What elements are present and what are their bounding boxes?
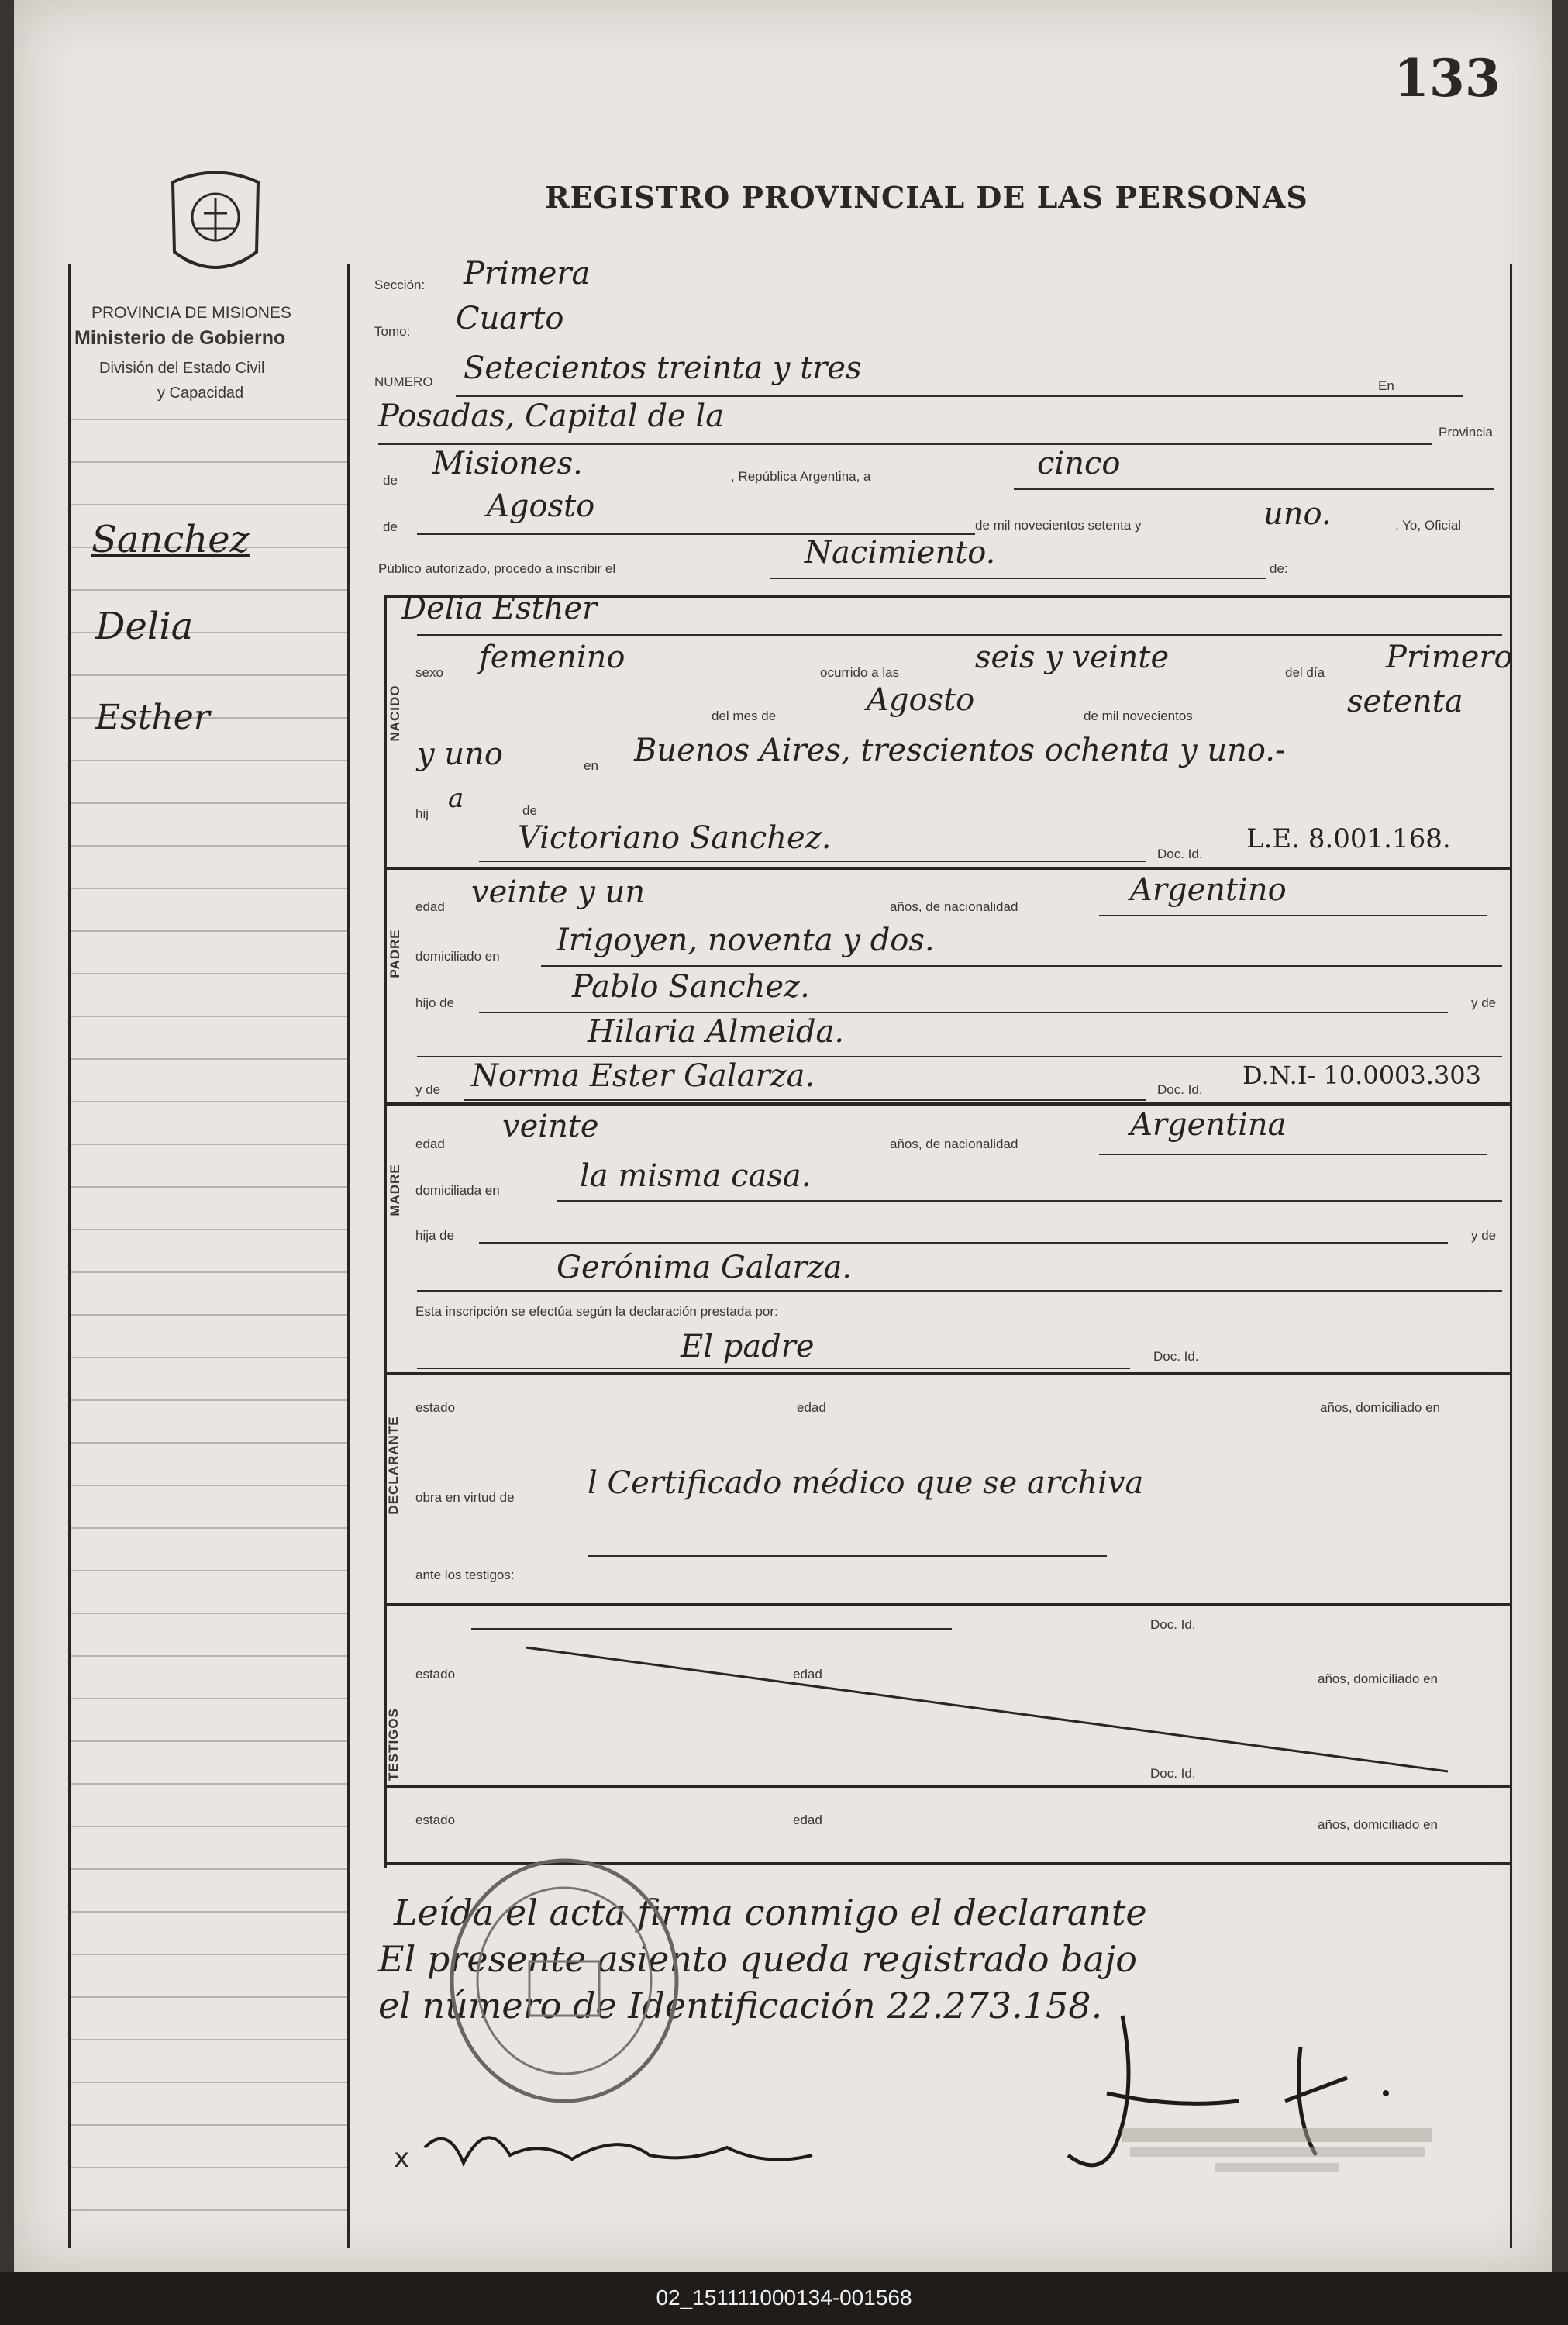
label-numero: NUMERO	[374, 374, 433, 389]
label-anos-testigo-2: años, domiciliado en	[1318, 1817, 1438, 1832]
org-line-2: Ministerio de Gobierno	[74, 327, 286, 349]
label-ocurrido: ocurrido a las	[820, 665, 900, 680]
org-line-4: y Capacidad	[157, 385, 244, 402]
label-obra: obra en virtud de	[415, 1490, 515, 1505]
label-nac-padre: años, de nacionalidad	[890, 899, 1018, 914]
document-title: REGISTRO PROVINCIAL DE LAS PERSONAS	[545, 180, 1308, 215]
main-left-border	[347, 264, 350, 2248]
label-y-de-3: y de	[1471, 1228, 1497, 1243]
margin-surname: Sanchez	[91, 518, 250, 561]
main-right-border	[1510, 264, 1512, 2248]
label-de-mil: de mil novecientos setenta y	[975, 518, 1142, 533]
label-estado-testigo-2: estado	[415, 1813, 456, 1827]
filename-label: 02_151111000134-001568	[656, 2285, 912, 2309]
value-anio-registro: uno.	[1263, 496, 1332, 532]
label-yo-oficial: . Yo, Oficial	[1395, 518, 1462, 533]
svg-text:x: x	[394, 2143, 410, 2174]
label-de-1: de	[383, 473, 398, 488]
value-acto: Nacimiento.	[805, 535, 996, 571]
label-doc-madre: Doc. Id.	[1157, 1082, 1203, 1097]
provincial-seal-icon	[157, 167, 274, 283]
label-anos-declarante: años, domiciliado en	[1320, 1400, 1440, 1415]
value-lugar: Posadas, Capital de la	[378, 398, 725, 434]
label-y-de: y de	[1471, 995, 1497, 1010]
section-divider	[384, 1372, 1510, 1375]
value-abuela-paterna: Hilaria Almeida.	[588, 1014, 845, 1050]
value-dia: Primero	[1386, 640, 1513, 675]
value-anio-2: y uno	[417, 736, 503, 772]
value-doc-madre: D.N.I- 10.0003.303	[1242, 1061, 1482, 1090]
value-seccion: Primera	[464, 256, 591, 291]
label-de-mil-2: de mil novecientos	[1084, 709, 1193, 723]
label-hijo: hij	[415, 806, 429, 821]
margin-ruled-area	[68, 419, 347, 2233]
value-madre: Norma Ester Galarza.	[471, 1058, 815, 1094]
label-doc-testigo-2: Doc. Id.	[1150, 1766, 1196, 1781]
label-anos-testigo-1: años, domiciliado en	[1318, 1671, 1438, 1686]
label-estado-declarante: estado	[415, 1400, 456, 1415]
document-page	[14, 0, 1552, 2272]
label-de-2: de	[383, 519, 398, 534]
note-line-1: Leída el acta firma conmigo el declarante	[394, 1892, 1147, 1933]
label-del-mes: del mes de	[712, 709, 777, 723]
note-line-3: el número de Identificación 22.273.158.	[378, 1985, 1103, 2027]
value-dom-padre: Irigoyen, noventa y dos.	[557, 923, 935, 958]
label-en: En	[1378, 378, 1394, 393]
section-declarante: DECLARANTE	[386, 1416, 401, 1515]
label-doc-padre: Doc. Id.	[1157, 847, 1203, 861]
section-divider	[384, 1102, 1510, 1106]
label-tomo: Tomo:	[374, 324, 411, 339]
label-provincia: Provincia	[1439, 425, 1493, 440]
label-edad-declarante: edad	[797, 1400, 826, 1415]
value-dom-madre: la misma casa.	[580, 1158, 812, 1194]
margin-name-1: Delia	[95, 605, 194, 648]
note-line-2: El presente asiento queda registrado bajo	[378, 1938, 1138, 1980]
section-divider	[384, 1603, 1510, 1606]
label-de-4: de	[522, 803, 537, 818]
label-nac-madre: años, de nacionalidad	[890, 1137, 1018, 1151]
value-padre: Victoriano Sanchez.	[518, 820, 832, 856]
page-number: 133	[1394, 48, 1501, 109]
label-dom-madre: domiciliada en	[415, 1183, 500, 1198]
margin-name-2: Esther	[95, 698, 210, 737]
value-edad-padre: veinte y un	[471, 874, 646, 910]
value-abuelo-paterno: Pablo Sanchez.	[572, 969, 810, 1005]
value-nac-padre: Argentino	[1130, 872, 1287, 908]
section-padre: PADRE	[388, 929, 402, 978]
value-mes-registro: Agosto	[487, 488, 595, 524]
value-anio: setenta	[1347, 684, 1463, 719]
section-madre: MADRE	[388, 1164, 402, 1216]
section-nacido: NACIDO	[388, 685, 402, 742]
value-hora: seis y veinte	[975, 640, 1170, 675]
label-edad-testigo-2: edad	[793, 1813, 822, 1827]
value-doc-padre: L.E. 8.001.168.	[1246, 823, 1451, 854]
label-dom-padre: domiciliado en	[415, 949, 500, 964]
value-obra: l Certificado médico que se archiva	[588, 1465, 1144, 1501]
label-inscripcion: Esta inscripción se efectúa según la declaración prestada por:	[415, 1304, 778, 1319]
org-line-3: División del Estado Civil	[99, 360, 265, 377]
value-tomo: Cuarto	[456, 301, 564, 336]
value-mes: Agosto	[867, 682, 975, 718]
label-republica: , República Argentina, a	[731, 469, 871, 484]
section-testigos: TESTIGOS	[386, 1708, 401, 1781]
label-edad-madre: edad	[415, 1137, 445, 1151]
org-line-1: PROVINCIA DE MISIONES	[91, 304, 291, 322]
label-sexo: sexo	[415, 665, 443, 680]
label-edad-padre: edad	[415, 899, 445, 914]
label-del-dia: del día	[1285, 665, 1325, 680]
label-testigos: ante los testigos:	[415, 1568, 515, 1582]
label-en-2: en	[584, 758, 598, 773]
section-divider	[384, 1785, 1510, 1788]
declarant-signature-icon	[394, 2093, 828, 2186]
value-provincia: Misiones.	[432, 446, 583, 481]
official-name-stamp-icon	[1115, 2124, 1440, 2178]
label-y-de-2: y de	[415, 1082, 441, 1097]
value-numero: Setecientos treinta y tres	[464, 350, 862, 386]
cancellation-line	[526, 1644, 1456, 1775]
label-hijo-de: hijo de	[415, 995, 455, 1010]
label-doc-testigo-1: Doc. Id.	[1150, 1617, 1196, 1632]
official-stamp-icon	[444, 1853, 684, 2109]
section-divider	[384, 867, 1510, 870]
section-left-border	[384, 597, 387, 1868]
label-doc-declarante: Doc. Id.	[1153, 1349, 1199, 1364]
value-abuela-materna: Gerónima Galarza.	[557, 1250, 853, 1285]
value-nombre: Delia Esther	[401, 591, 598, 626]
label-estado-testigo-1: estado	[415, 1667, 456, 1682]
value-hijo-suffix: a	[448, 783, 464, 814]
label-edad-testigo-1: edad	[793, 1667, 822, 1682]
label-hija-de: hija de	[415, 1228, 455, 1243]
value-nac-madre: Argentina	[1130, 1107, 1287, 1143]
value-dia-registro: cinco	[1037, 446, 1121, 481]
margin-left-border	[68, 264, 71, 2248]
label-de-3: de:	[1270, 561, 1288, 576]
label-publico: Público autorizado, procedo a inscribir el	[378, 561, 616, 576]
value-edad-madre: veinte	[502, 1109, 599, 1144]
value-lugar-nacimiento: Buenos Aires, trescientos ochenta y uno.-	[634, 733, 1286, 768]
value-sexo: femenino	[479, 640, 625, 675]
value-declarante: El padre	[681, 1329, 815, 1364]
label-seccion: Sección:	[374, 278, 426, 292]
